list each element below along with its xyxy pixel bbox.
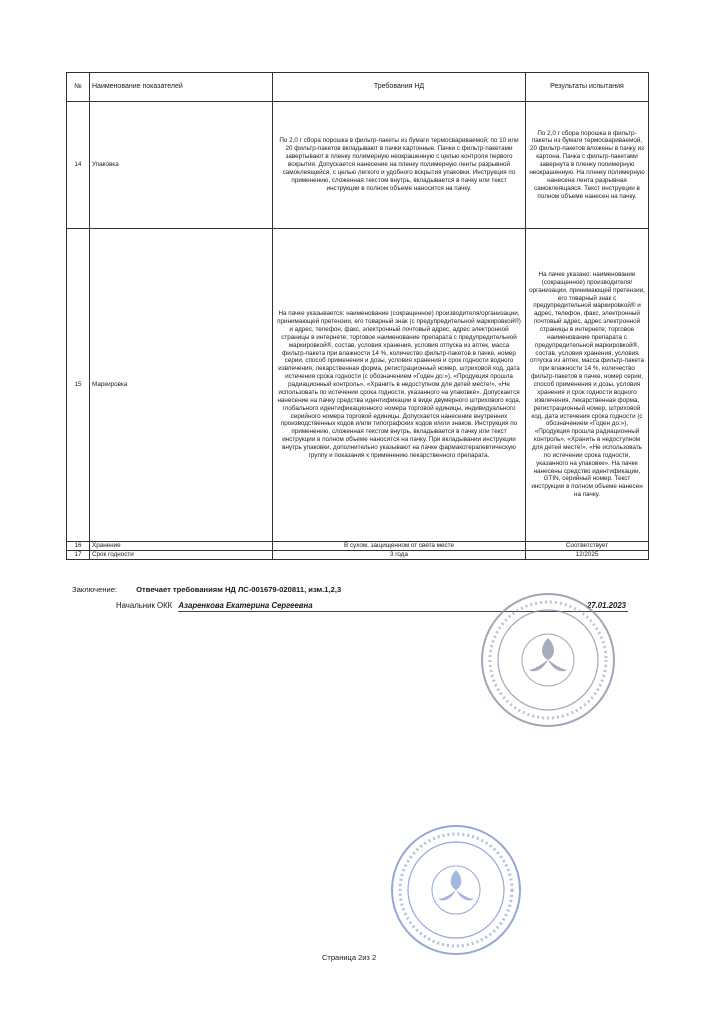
- row-requirements: 3 года: [273, 551, 526, 560]
- row-name: Упаковка: [90, 102, 273, 229]
- row-results: 12/2025: [526, 551, 649, 560]
- header-results: Результаты испытания: [526, 73, 649, 102]
- signer-position: Начальник ОКК: [116, 601, 173, 610]
- table-row: [67, 542, 649, 551]
- header-num: №: [67, 73, 90, 102]
- table-row: [67, 551, 649, 560]
- row-requirements: [273, 229, 526, 542]
- page-number: Страница 2из 2: [322, 953, 377, 962]
- stamp-lower: [388, 822, 524, 958]
- conclusion-label: Заключение:: [72, 585, 118, 594]
- results-table: [66, 72, 649, 560]
- table-row: [67, 229, 649, 542]
- row-requirements: [273, 102, 526, 229]
- row-results: На пачке указано: наименование (сокращенное) производителя/организации, принимающей претензии, его товарный знак с предупредительной маркировкой® и адрес, телефон, факс, электронный почтовый адрес, адрес электронной страницы в интернете; торговое наименование препарата с предупредительной маркировкой®, состав, условия хранения, условия отпуска из аптек, масса фильтр-пакета при влажности 14 %, количество фильтр-пакетов в пачке, номер серии, способ применения и дозы, условия хранения и срок годности водного извлечения, лекарственная форма, регистрационный номер, штриховой код, дата истечения срока годности (с обозначением «Годен до:»), «Продукция прошла радиационный контроль», «Хранить в недоступном для детей месте!», «Не использовать по истечении срока годности, указанного на упаковке». На пачке нанесены средство идентификации, GTIN, серийный номер. Текст инструкции в полном объеме нанесен на пачку.: [526, 229, 649, 542]
- header-name: Наименование показателей: [90, 73, 273, 102]
- row-results: По 2,0 г сбора порошка в фильтр-пакеты из бумаги термосвариваемой, 20 фильтр-пакетов вложены в пачку из картона. Пачка с фильтр-пакетами завернута в пленку полимерную неокрашенную. На пленку полимерную нанесена лента разрывная самоклеящаяся. Текст инструкции в полном объеме нанесен на пачку.: [526, 102, 649, 229]
- requirements-text: По 2,0 г сбора порошка в фильтр-пакеты из бумаги термосвариваемой; по 10 или 20 фильтр-пакетов вкладывают в пачки картонные. Пачки с фильтр-пакетами завертывают в пленку полимерную неокрашенную с целью контроля первого вскрытия. Допускается нанесение на пленку полимерную ленты разрывной самоклеящейся, с целью легкого и удобного вскрытия упаковки. Инструкция по применению, сложенная текстом внутрь, вкладывается в пачку или текст инструкции в полном объеме наносится на пачку.: [279, 137, 519, 192]
- row-name: Маркировка: [90, 229, 273, 542]
- row-num: 17: [67, 551, 90, 560]
- row-name: Хранение: [90, 542, 273, 551]
- signature-date: 27.01.2023: [586, 601, 626, 610]
- row-num: 14: [67, 102, 90, 229]
- table-header-row: [67, 73, 649, 102]
- signer-name: Азаренкова Екатерина Сергеевна: [178, 601, 313, 610]
- requirements-text: На пачке указывается: наименование (сокращенное) производителя/организации, принимающей претензии, его товарный знак (с предупредительной маркировкой®) и адрес, телефон, факс, электронный почтовый адрес, адрес электронной страницы в интернете; торговое наименование препарата с предупредительной маркировкой®, состав, условия хранения, условия отпуска из аптек, масса фильтр-пакета при влажности 14 %, количество фильтр-пакетов в пачке, номер серии, способ применения и дозы, условия хранения и срок годности водного извлечения, лекарственная форма, регистрационный номер, штриховой код, дата истечения срока годности (с обозначением «Годен до:»), «Продукция прошла радиационный контроль», «Хранить в недоступном для детей месте!», «Не использовать по истечении срока годности, указанного на упаковке». Допускается нанесение на пачку средства идентификации в виде двумерного штрихового кода, глобального идентификационного номера торговой единицы, индивидуального серийного номера торговой единицы. Допускается нанесение внутренних производственных кодов и/или типографских кодов и/или знаков. Инструкция по применению, сложенная текстом внутрь, вкладывается в пачку или текст инструкции в полном объеме наносится на пачку. При вкладывании инструкции внутрь упаковки, дополнительно указывают на пачке фармакотерапевтическую группу и показания к применению лекарственного препарата.: [277, 310, 521, 459]
- row-name: Срок годности: [90, 551, 273, 560]
- row-num: 16: [67, 542, 90, 551]
- stamp-upper: [478, 590, 618, 730]
- table-row: [67, 102, 649, 229]
- row-num: 15: [67, 229, 90, 542]
- conclusion-value: Отвечает требованиям НД ЛС-001679-020811, изм.1,2,3: [136, 585, 342, 594]
- header-requirements: Требования НД: [273, 73, 526, 102]
- conclusion: [72, 585, 341, 594]
- row-results: Соответствует: [526, 542, 649, 551]
- row-requirements: В сухом, защищенном от света месте: [273, 542, 526, 551]
